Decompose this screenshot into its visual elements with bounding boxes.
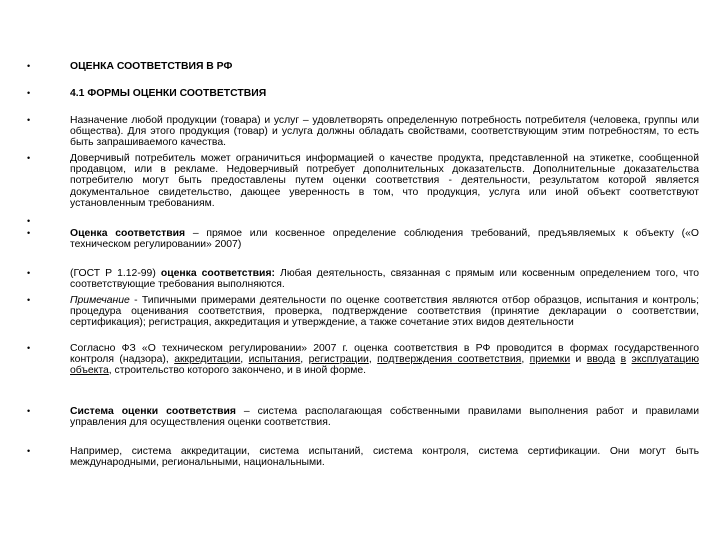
- paragraph-trust: Доверчивый потребитель может ограничиться информацией о качестве продукта, представленной на этикетке, сообщенной продавцом, или в рекламе. Недоверчивый потребует дополнительных доказательств. Дополнительные доказательства потребителю могут быть предоставлены путем оценки соответствия - деятельности, результатом которой является документальное свидетельство, дающее уверенность в том, что продукция, услуга или иной объект соответствуют установленным требованиям.: [70, 153, 699, 209]
- bullet: •: [27, 216, 31, 226]
- term: Система оценки соответствия: [70, 406, 236, 417]
- heading-assessment-rf: ОЦЕНКА СООТВЕТСТВИЯ В РФ: [70, 61, 233, 72]
- bullet: •: [27, 61, 31, 71]
- list-item: [27, 88, 699, 99]
- bullet: •: [27, 343, 31, 353]
- bullet: •: [27, 446, 31, 456]
- bullet: •: [27, 295, 31, 305]
- link-accreditation: аккредитации: [174, 354, 241, 366]
- link-confirmation: подтверждения соответствия: [377, 354, 522, 366]
- paragraph-purpose: Назначение любой продукции (товара) и услуг – удовлетворять определенную потребность потребителя (человека, группы или общества). Для этого продукция (товар) и услуга должны обладать свойствами, соответствующим этим потребностям, то есть быть запрашиваемого качества.: [70, 115, 699, 149]
- link-testing: испытания: [248, 354, 301, 366]
- note: Примечание - Типичными примерами деятельности по оценке соответствия являются отбор образцов, испытания и контроль; процедура оценивания соответствия, проверка, подтверждение соответствия (принятие декларации о соответствии, сертификация); регистрация, аккредитация и утверждение, а также сочетание этих видов деятельности: [70, 295, 699, 329]
- definition-assessment: Оценка соответствия – прямое или косвенное определение соблюдения требований, предъявляемых к объекту («О техническом регулировании» 2007): [70, 228, 699, 251]
- bullet: •: [27, 228, 31, 238]
- link-registration: регистрации: [308, 354, 369, 366]
- list-item: [27, 228, 699, 250]
- note-label: Примечание: [70, 295, 130, 306]
- term: оценка соответствия:: [160, 268, 275, 279]
- bullet: •: [27, 115, 31, 125]
- list-item: [27, 268, 699, 290]
- list-item: [27, 115, 699, 149]
- paragraph-fz: Согласно ФЗ «О техническом регулировании» 2007 г. оценка соответствия в РФ проводится в формах государственного контроля (надзора), аккредитации, испытания, регистрации, подтверждения соответствия, приемки и ввода в эксплуатацию объекта, строительство которого закончено, и в иной форме.: [70, 343, 699, 377]
- list-item: [27, 406, 699, 428]
- list-item: [27, 446, 699, 468]
- bullet: •: [27, 153, 31, 163]
- list-item: [27, 295, 699, 329]
- link-object: объекта: [70, 365, 109, 377]
- definition-gost: (ГОСТ Р 1.12-99) оценка соответствия: Любая деятельность, связанная с прямым или косвенным определением того, что соответствующие требования выполняются.: [70, 268, 699, 291]
- bullet: •: [27, 268, 31, 278]
- link-commissioning: ввода: [586, 354, 616, 366]
- bullet: •: [27, 406, 31, 416]
- link-operation: эксплуатацию: [631, 354, 699, 366]
- list-item: [27, 61, 699, 72]
- bullet: •: [27, 88, 31, 98]
- heading-forms: 4.1 ФОРМЫ ОЦЕНКИ СООТВЕТСТВИЯ: [70, 88, 267, 99]
- definition-system: Система оценки соответствия – система располагающая собственными правилами выполнения работ и правилами управления для осуществления оценки соответствия.: [70, 406, 699, 429]
- list-item: [27, 153, 699, 209]
- list-item: [27, 343, 699, 377]
- link-acceptance: приемки: [529, 354, 571, 366]
- link-in: в: [620, 354, 627, 366]
- paragraph-example: Например, система аккредитации, система испытаний, система контроля, система сертификации. Они могут быть международными, региональными, национальными.: [70, 446, 699, 469]
- term: Оценка соответствия: [70, 228, 186, 239]
